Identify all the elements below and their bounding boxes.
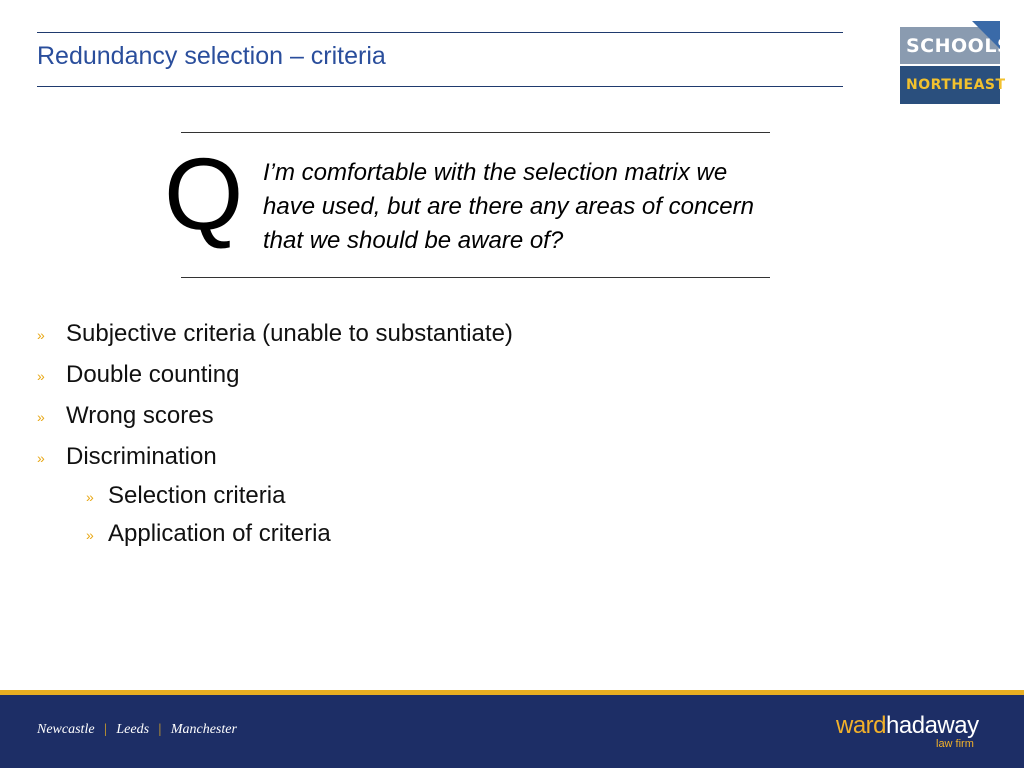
title-rule-top xyxy=(37,32,843,33)
logo-word-schools: SCHOOLS xyxy=(906,35,1012,57)
bullet-item xyxy=(37,438,737,479)
footer-locations xyxy=(37,722,237,738)
location-newcastle: Newcastle xyxy=(37,722,95,737)
location-separator: | xyxy=(104,722,107,737)
ward-hadaway-logo xyxy=(836,712,996,752)
bullet-text: Double counting xyxy=(66,361,240,388)
question-line: I’m comfortable with the selection matrix we xyxy=(263,159,728,186)
bullet-text: Wrong scores xyxy=(66,402,214,429)
logo-word-northeast: NORTHEAST xyxy=(906,77,1006,93)
brand-name xyxy=(836,712,979,740)
question-rule-top xyxy=(181,132,770,133)
brand-tagline: law firm xyxy=(936,738,974,750)
sub-bullet-marker-icon: » xyxy=(86,489,94,505)
page-title: Redundancy selection – criteria xyxy=(37,42,386,70)
bullet-marker-icon: » xyxy=(37,450,45,466)
bullet-text: Discrimination xyxy=(66,443,217,470)
bullet-item xyxy=(37,315,737,356)
bullet-marker-icon: » xyxy=(37,368,45,384)
sub-bullet-text: Application of criteria xyxy=(108,520,331,547)
bullet-marker-icon: » xyxy=(37,327,45,343)
sub-bullet-marker-icon: » xyxy=(86,527,94,543)
question-text xyxy=(263,156,863,258)
bullet-item xyxy=(37,397,737,438)
question-line: that we should be aware of? xyxy=(263,227,564,254)
bullet-list xyxy=(37,315,737,555)
bullet-item xyxy=(37,356,737,397)
location-manchester: Manchester xyxy=(170,722,237,737)
brand-name-part1: ward xyxy=(836,712,887,739)
title-rule-bottom xyxy=(37,86,843,87)
location-separator: | xyxy=(158,722,162,737)
question-rule-bottom xyxy=(181,277,770,278)
question-line: have used, but are there any areas of concern xyxy=(263,193,754,220)
brand-name-part2: hadaway xyxy=(886,712,979,739)
bullet-text: Subjective criteria (unable to substantiate) xyxy=(66,320,513,347)
sub-bullet-text: Selection criteria xyxy=(108,482,286,509)
sub-bullet-item xyxy=(37,517,737,555)
sub-bullet-item xyxy=(37,479,737,517)
question-letter: Q xyxy=(164,137,244,251)
location-leeds: Leeds xyxy=(116,722,150,737)
schools-northeast-logo xyxy=(900,21,1012,105)
bullet-marker-icon: » xyxy=(37,409,45,425)
